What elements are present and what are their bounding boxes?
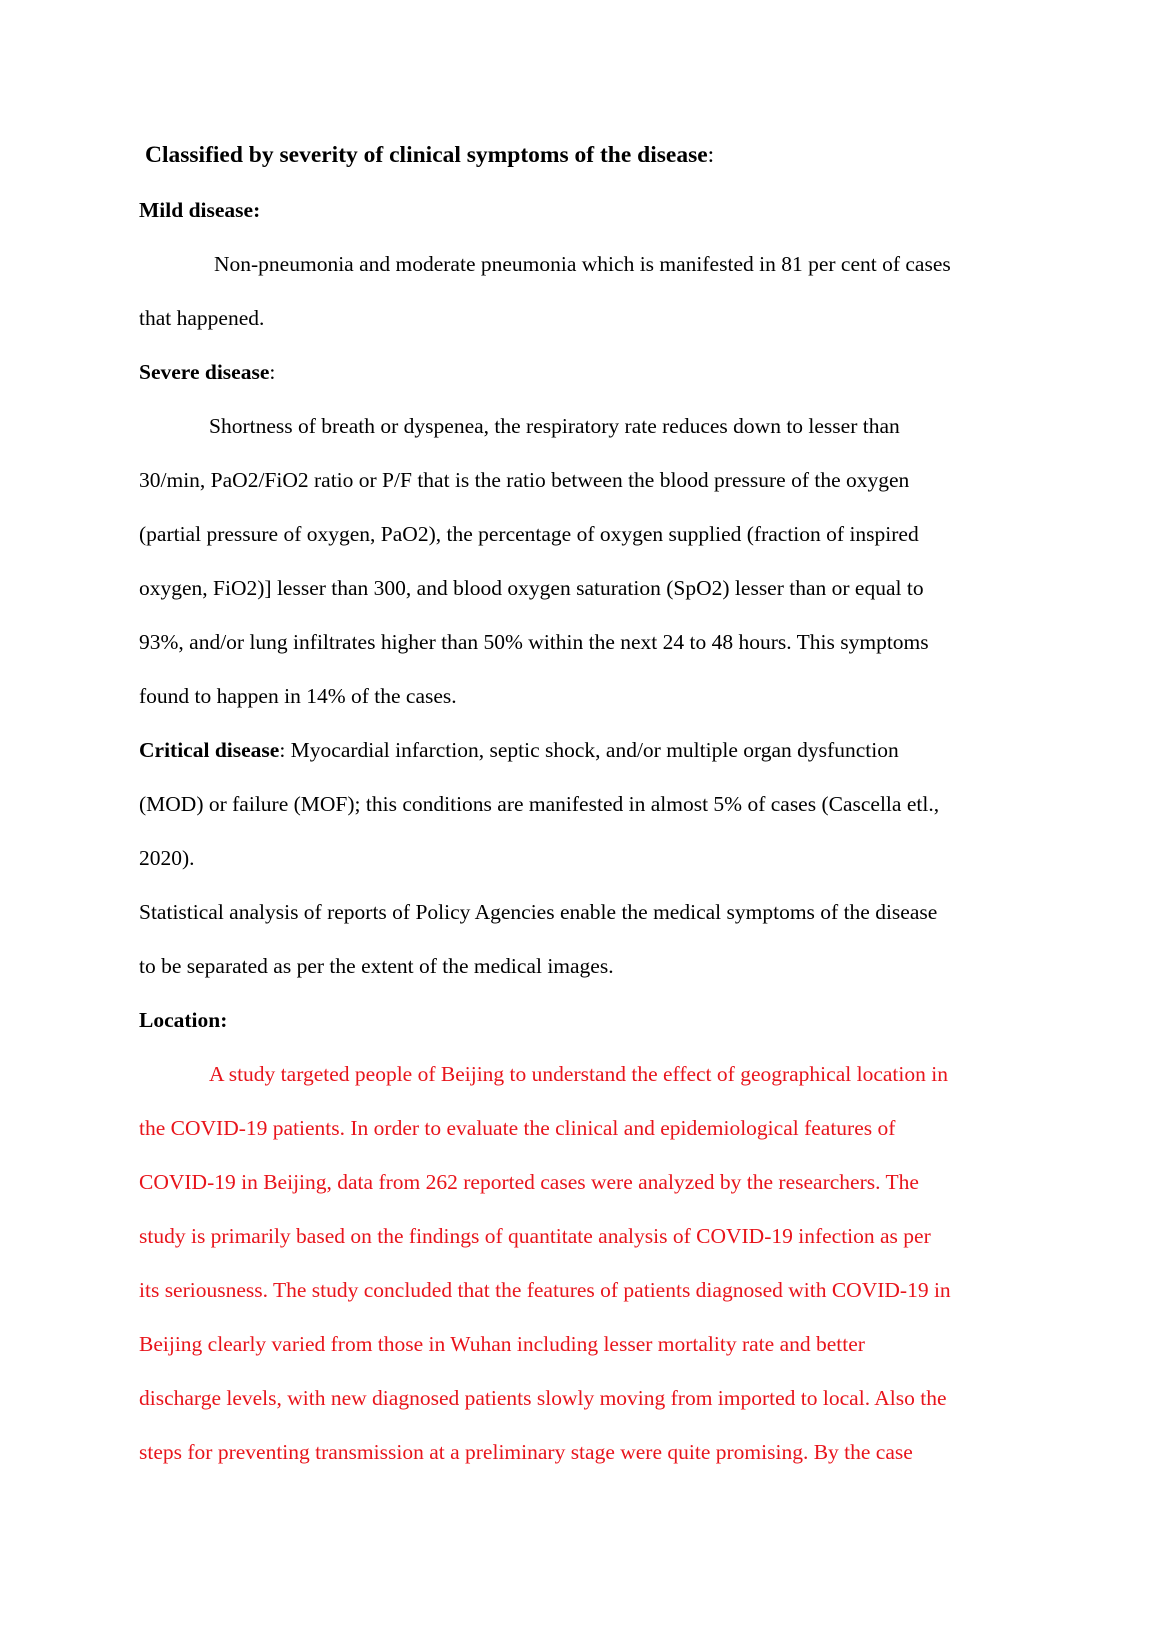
severe-disease-label-colon: : [269,360,276,384]
severe-disease-label [139,358,275,386]
location-line-3: COVID-19 in Beijing, data from 262 reported cases were analyzed by the researchers. The [139,1170,919,1194]
section-heading-colon: : [707,142,715,168]
critical-disease-text: : Myocardial infarction, septic shock, and/or multiple organ dysfunction [279,738,899,762]
severe-disease-line-1: Shortness of breath or dyspenea, the respiratory rate reduces down to lesser than [209,414,900,438]
critical-disease-line-2: (MOD) or failure (MOF); this conditions are manifested in almost 5% of cases (Cascella etl., [139,792,940,816]
location-line-7: discharge levels, with new diagnosed patients slowly moving from imported to local. Also the [139,1386,947,1410]
location-line-5: its seriousness. The study concluded that the features of patients diagnosed with COVID-19 in [139,1278,951,1302]
mild-disease-label: Mild disease: [139,198,261,222]
mild-disease-line-1: Non-pneumonia and moderate pneumonia which is manifested in 81 per cent of cases [214,252,951,276]
location-line-6: Beijing clearly varied from those in Wuhan including lesser mortality rate and better [139,1332,865,1356]
location-line-1: A study targeted people of Beijing to understand the effect of geographical location in [209,1062,948,1086]
severe-disease-label-text: Severe disease [139,360,270,384]
location-line-2: the COVID-19 patients. In order to evaluate the clinical and epidemiological features of [139,1116,896,1140]
mild-disease-line-2: that happened. [139,306,265,330]
severe-disease-line-5: 93%, and/or lung infiltrates higher than 50% within the next 24 to 48 hours. This symptoms [139,630,929,654]
section-heading-text: Classified by severity of clinical symptoms of the disease [145,142,708,168]
critical-disease-line-1 [139,736,899,764]
location-line-4: study is primarily based on the findings of quantitate analysis of COVID-19 infection as per [139,1224,931,1248]
section-heading [145,141,714,169]
location-label: Location: [139,1008,228,1032]
severe-disease-line-4: oxygen, FiO2)] lesser than 300, and blood oxygen saturation (SpO2) lesser than or equal to [139,576,924,600]
statistical-analysis-line-2: to be separated as per the extent of the medical images. [139,954,614,978]
critical-disease-label: Critical disease [139,738,280,762]
critical-disease-line-3: 2020). [139,846,195,870]
severe-disease-line-3: (partial pressure of oxygen, PaO2), the percentage of oxygen supplied (fraction of inspired [139,522,919,546]
statistical-analysis-line-1: Statistical analysis of reports of Policy Agencies enable the medical symptoms of the disease [139,900,938,924]
severe-disease-line-6: found to happen in 14% of the cases. [139,684,457,708]
severe-disease-line-2: 30/min, PaO2/FiO2 ratio or P/F that is the ratio between the blood pressure of the oxygen [139,468,910,492]
location-line-8: steps for preventing transmission at a preliminary stage were quite promising. By the case [139,1440,913,1464]
